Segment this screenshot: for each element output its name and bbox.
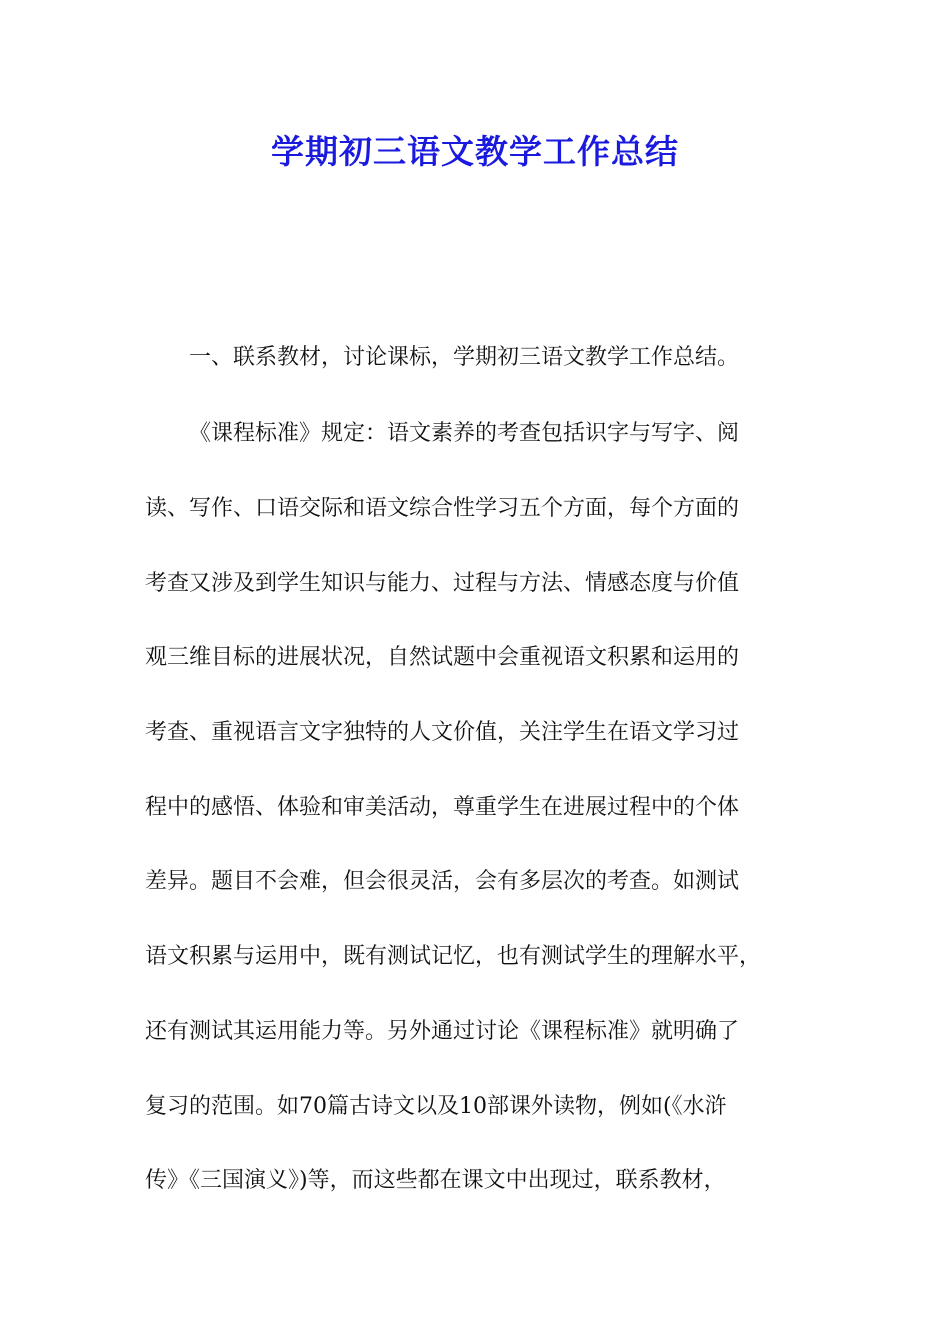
body-line: 传》《三国演义》)等，而这些都在课文中出现过，联系教材， bbox=[145, 1168, 726, 1193]
body-line: 语文积累与运用中，既有测试记忆，也有测试学生的理解水平， bbox=[145, 944, 762, 969]
document-title: 学期初三语文教学工作总结 bbox=[271, 132, 679, 171]
body-line: 复习的范围。如70篇古诗文以及10部课外读物，例如(《水浒 bbox=[145, 1094, 727, 1119]
body-line: 《课程标准》规定：语文素养的考查包括识字与写字、阅 bbox=[189, 421, 740, 446]
body-line: 考查、重视语言文字独特的人文价值，关注学生在语文学习过 bbox=[145, 720, 740, 745]
body-line: 观三维目标的进展状况，自然试题中会重视语文积累和运用的 bbox=[145, 645, 740, 670]
body-line: 读、写作、口语交际和语文综合性学习五个方面，每个方面的 bbox=[145, 496, 740, 521]
body-line: 还有测试其运用能力等。另外通过讨论《课程标准》就明确了 bbox=[145, 1019, 740, 1044]
body-line: 考查又涉及到学生知识与能力、过程与方法、情感态度与价值 bbox=[145, 571, 740, 596]
body-line: 差异。题目不会难，但会很灵活，会有多层次的考查。如测试 bbox=[145, 869, 740, 894]
body-line: 一、联系教材，讨论课标，学期初三语文教学工作总结。 bbox=[189, 345, 740, 370]
body-line: 程中的感悟、体验和审美活动，尊重学生在进展过程中的个体 bbox=[145, 795, 740, 820]
